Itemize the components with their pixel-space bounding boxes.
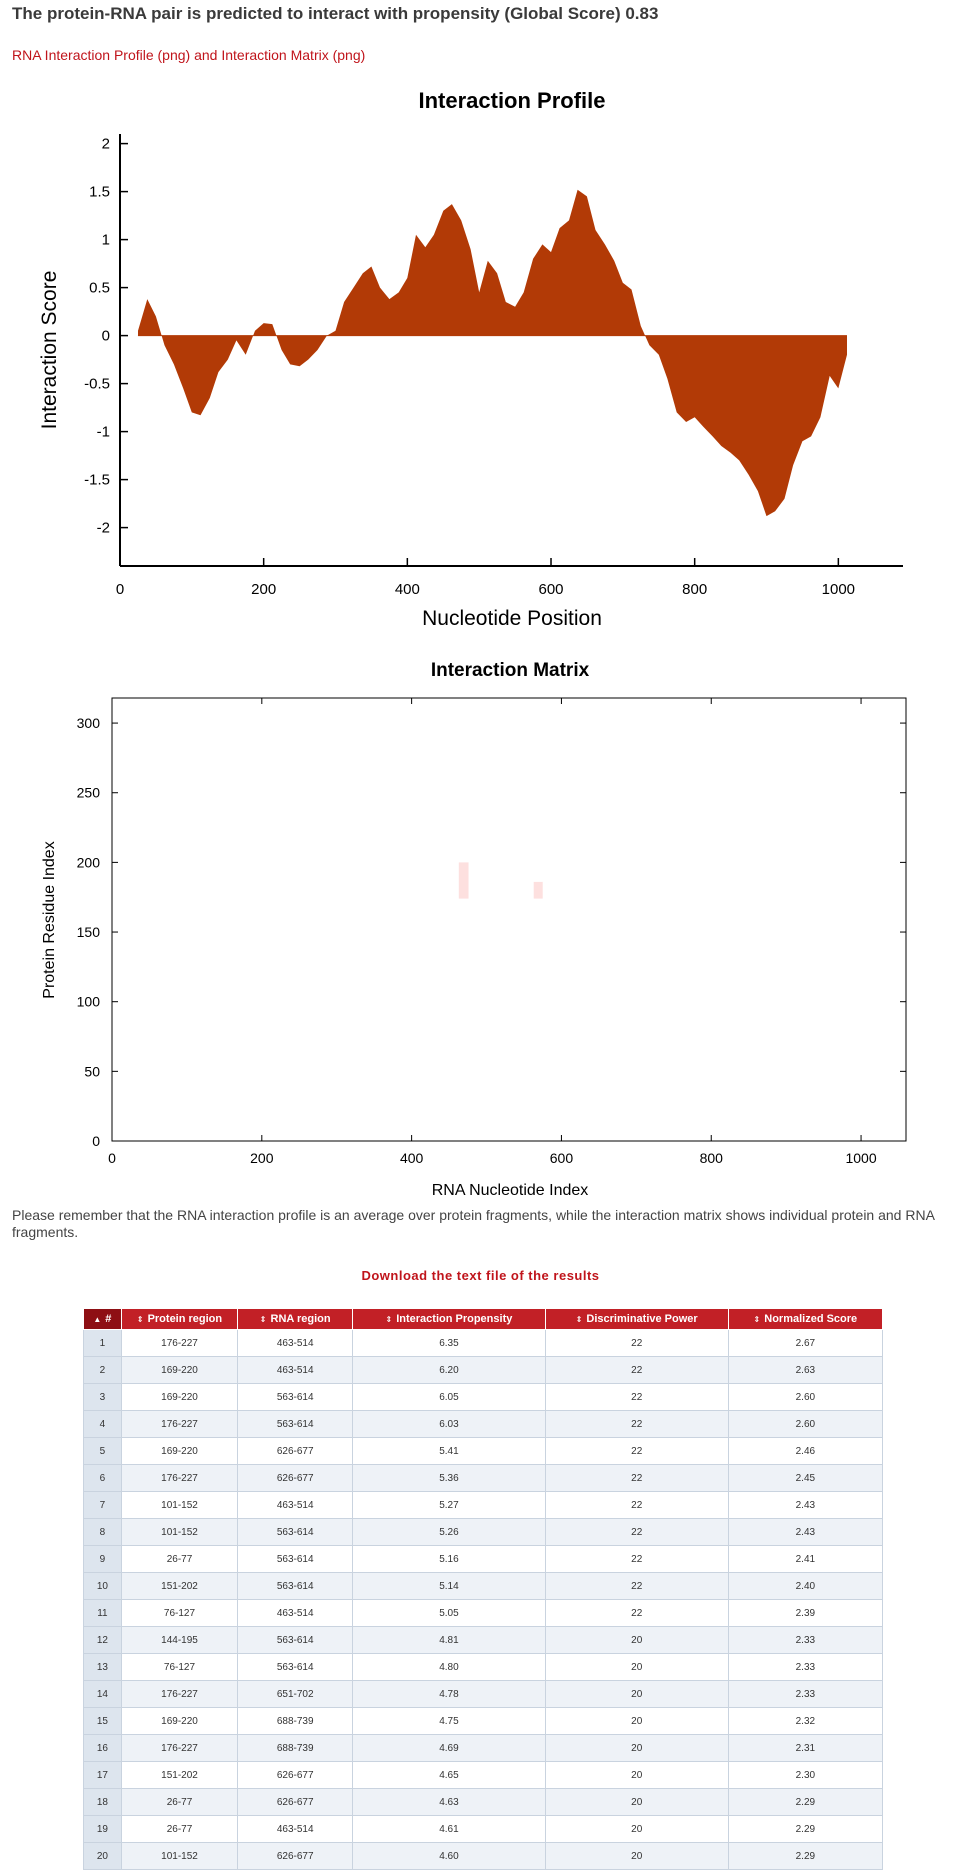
- table-cell: 151-202: [121, 1762, 237, 1789]
- sort-asc-icon: ▲: [93, 1315, 102, 1324]
- row-index-cell: 12: [84, 1627, 122, 1654]
- col-header-interaction-propensity[interactable]: ⇕ Interaction Propensity: [353, 1309, 546, 1330]
- table-cell: 6.05: [353, 1384, 546, 1411]
- table-cell: 2.60: [728, 1411, 882, 1438]
- table-cell: 6.20: [353, 1357, 546, 1384]
- table-row: [84, 1654, 883, 1681]
- table-cell: 651-702: [238, 1681, 353, 1708]
- matrix-y-tick-label: 0: [92, 1133, 100, 1149]
- table-cell: 2.60: [728, 1384, 882, 1411]
- table-cell: 463-514: [238, 1600, 353, 1627]
- col-header-index[interactable]: ▲ #: [84, 1309, 122, 1330]
- row-index-cell: 13: [84, 1654, 122, 1681]
- row-index-cell: 7: [84, 1492, 122, 1519]
- table-cell: 563-614: [238, 1546, 353, 1573]
- table-cell: 563-614: [238, 1384, 353, 1411]
- table-cell: 4.60: [353, 1843, 546, 1870]
- profile-y-tick-label: 1: [101, 231, 110, 249]
- table-cell: 688-739: [238, 1735, 353, 1762]
- table-cell: 2.33: [728, 1654, 882, 1681]
- table-cell: 20: [545, 1762, 728, 1789]
- profile-y-tick-label: 1.5: [89, 183, 110, 201]
- table-cell: 20: [545, 1627, 728, 1654]
- col-header-protein-region[interactable]: ⇕ Protein region: [121, 1309, 237, 1330]
- table-cell: 151-202: [121, 1573, 237, 1600]
- row-index-cell: 3: [84, 1384, 122, 1411]
- table-cell: 563-614: [238, 1627, 353, 1654]
- table-cell: 626-677: [238, 1789, 353, 1816]
- profile-x-tick-label: 400: [394, 581, 420, 598]
- table-row: [84, 1708, 883, 1735]
- matrix-y-tick-label: 100: [76, 993, 100, 1010]
- table-cell: 2.29: [728, 1843, 882, 1870]
- row-index-cell: 14: [84, 1681, 122, 1708]
- table-cell: 22: [545, 1411, 728, 1438]
- col-header-discriminative-power[interactable]: ⇕ Discriminative Power: [545, 1309, 728, 1330]
- table-cell: 2.32: [728, 1708, 882, 1735]
- table-cell: 4.78: [353, 1681, 546, 1708]
- sort-icon: ⇕: [259, 1315, 267, 1324]
- table-cell: 20: [545, 1735, 728, 1762]
- table-cell: 6.03: [353, 1411, 546, 1438]
- matrix-y-axis-label: Protein Residue Index: [41, 841, 58, 999]
- table-cell: 144-195: [121, 1627, 237, 1654]
- matrix-chart-title: Interaction Matrix: [430, 660, 590, 681]
- table-cell: 2.46: [728, 1438, 882, 1465]
- table-row: [84, 1816, 883, 1843]
- table-cell: 563-614: [238, 1573, 353, 1600]
- table-cell: 20: [545, 1654, 728, 1681]
- row-index-cell: 10: [84, 1573, 122, 1600]
- profile-x-tick-label: 1000: [821, 581, 856, 598]
- profile-x-tick-label: 0: [115, 581, 125, 598]
- table-row: [84, 1681, 883, 1708]
- and-text: and: [194, 47, 218, 63]
- table-cell: 2.40: [728, 1573, 882, 1600]
- matrix-png-link[interactable]: Interaction Matrix (png): [221, 47, 366, 63]
- matrix-y-tick-label: 150: [76, 924, 100, 941]
- table-cell: 22: [545, 1546, 728, 1573]
- matrix-cell: [534, 882, 543, 899]
- table-cell: 26-77: [121, 1789, 237, 1816]
- table-cell: 4.81: [353, 1627, 546, 1654]
- table-cell: 20: [545, 1843, 728, 1870]
- row-index-cell: 15: [84, 1708, 122, 1735]
- matrix-y-tick-label: 300: [76, 715, 100, 732]
- table-cell: 176-227: [121, 1330, 237, 1357]
- profile-y-tick-label: -1.5: [84, 471, 110, 489]
- table-cell: 5.27: [353, 1492, 546, 1519]
- matrix-x-tick-label: 400: [399, 1150, 424, 1166]
- row-index-cell: 19: [84, 1816, 122, 1843]
- matrix-plot-frame: [112, 698, 906, 1141]
- table-cell: 169-220: [121, 1357, 237, 1384]
- table-cell: 20: [545, 1816, 728, 1843]
- sort-icon: ⇕: [753, 1315, 761, 1324]
- table-row: [84, 1573, 883, 1600]
- profile-y-tick-label: 2: [101, 135, 110, 153]
- table-cell: 169-220: [121, 1384, 237, 1411]
- row-index-cell: 2: [84, 1357, 122, 1384]
- table-cell: 176-227: [121, 1465, 237, 1492]
- table-cell: 22: [545, 1357, 728, 1384]
- table-cell: 626-677: [238, 1843, 353, 1870]
- table-cell: 2.31: [728, 1735, 882, 1762]
- table-cell: 626-677: [238, 1762, 353, 1789]
- row-index-cell: 18: [84, 1789, 122, 1816]
- table-cell: 76-127: [121, 1600, 237, 1627]
- table-cell: 2.39: [728, 1600, 882, 1627]
- row-index-cell: 11: [84, 1600, 122, 1627]
- table-cell: 5.14: [353, 1573, 546, 1600]
- table-cell: 22: [545, 1384, 728, 1411]
- table-row: [84, 1519, 883, 1546]
- table-cell: 2.29: [728, 1816, 882, 1843]
- matrix-y-tick-label: 50: [84, 1063, 100, 1080]
- table-cell: 2.67: [728, 1330, 882, 1357]
- table-cell: 26-77: [121, 1816, 237, 1843]
- table-cell: 563-614: [238, 1519, 353, 1546]
- results-table: [83, 1308, 883, 1870]
- table-row: [84, 1438, 883, 1465]
- row-index-cell: 4: [84, 1411, 122, 1438]
- table-cell: 2.33: [728, 1681, 882, 1708]
- interaction-profile-chart: [0, 72, 961, 642]
- table-cell: 2.30: [728, 1762, 882, 1789]
- global-score-headline: The protein-RNA pair is predicted to interact with propensity (Global Score) 0.83: [12, 4, 659, 23]
- table-cell: 5.05: [353, 1600, 546, 1627]
- row-index-cell: 17: [84, 1762, 122, 1789]
- profile-y-tick-label: -0.5: [84, 375, 110, 393]
- table-row: [84, 1357, 883, 1384]
- table-cell: 463-514: [238, 1330, 353, 1357]
- table-cell: 4.65: [353, 1762, 546, 1789]
- profile-x-tick-label: 800: [682, 581, 708, 598]
- matrix-y-tick-label: 200: [76, 854, 100, 871]
- table-cell: 5.16: [353, 1546, 546, 1573]
- sort-icon: ⇕: [385, 1315, 393, 1324]
- table-row: [84, 1330, 883, 1357]
- col-header-normalized-score[interactable]: ⇕ Normalized Score: [728, 1309, 882, 1330]
- table-cell: 176-227: [121, 1681, 237, 1708]
- table-cell: 101-152: [121, 1519, 237, 1546]
- table-cell: 20: [545, 1708, 728, 1735]
- table-cell: 20: [545, 1681, 728, 1708]
- matrix-x-tick-label: 1000: [845, 1150, 877, 1166]
- table-cell: 20: [545, 1789, 728, 1816]
- table-cell: 2.33: [728, 1627, 882, 1654]
- col-header-rna-region[interactable]: ⇕ RNA region: [238, 1309, 353, 1330]
- table-cell: 26-77: [121, 1546, 237, 1573]
- profile-y-tick-label: -1: [96, 423, 110, 441]
- table-cell: 5.26: [353, 1519, 546, 1546]
- table-cell: 2.41: [728, 1546, 882, 1573]
- table-cell: 463-514: [238, 1357, 353, 1384]
- table-cell: 176-227: [121, 1411, 237, 1438]
- table-cell: 5.41: [353, 1438, 546, 1465]
- matrix-x-tick-label: 800: [699, 1150, 723, 1166]
- sort-icon: ⇕: [575, 1315, 583, 1324]
- table-row: [84, 1627, 883, 1654]
- profile-x-axis-label: Nucleotide Position: [422, 607, 602, 630]
- table-cell: 463-514: [238, 1492, 353, 1519]
- matrix-x-tick-label: 0: [108, 1150, 116, 1166]
- matrix-x-axis-label: RNA Nucleotide Index: [431, 1182, 589, 1199]
- matrix-x-tick-label: 600: [549, 1150, 574, 1166]
- table-cell: 4.80: [353, 1654, 546, 1681]
- download-image-links: [12, 47, 365, 63]
- profile-y-tick-label: 0: [101, 327, 110, 345]
- profile-y-tick-label: 0.5: [89, 279, 110, 297]
- table-cell: 76-127: [121, 1654, 237, 1681]
- table-cell: 2.43: [728, 1492, 882, 1519]
- table-cell: 22: [545, 1330, 728, 1357]
- download-results-link[interactable]: Download the text file of the results: [361, 1268, 600, 1283]
- table-row: [84, 1762, 883, 1789]
- table-row: [84, 1411, 883, 1438]
- table-cell: 22: [545, 1600, 728, 1627]
- table-cell: 176-227: [121, 1735, 237, 1762]
- table-row: [84, 1735, 883, 1762]
- interaction-matrix-chart: [0, 650, 961, 1210]
- row-index-cell: 6: [84, 1465, 122, 1492]
- table-cell: 22: [545, 1573, 728, 1600]
- row-index-cell: 5: [84, 1438, 122, 1465]
- table-cell: 688-739: [238, 1708, 353, 1735]
- results-header-row: [84, 1309, 883, 1330]
- table-cell: 22: [545, 1519, 728, 1546]
- interpretation-note: Please remember that the RNA interaction profile is an average over protein fragments, while the interaction matrix shows individual protein and RNA fragments.: [12, 1207, 935, 1240]
- profile-y-axis-label: Interaction Score: [38, 270, 61, 430]
- row-index-cell: 20: [84, 1843, 122, 1870]
- profile-chart-title: Interaction Profile: [418, 88, 606, 113]
- profile-y-tick-label: -2: [96, 519, 110, 537]
- table-cell: 4.63: [353, 1789, 546, 1816]
- table-cell: 22: [545, 1465, 728, 1492]
- sort-icon: ⇕: [136, 1315, 144, 1324]
- table-cell: 2.29: [728, 1789, 882, 1816]
- profile-x-tick-label: 600: [538, 581, 564, 598]
- table-cell: 22: [545, 1438, 728, 1465]
- row-index-cell: 16: [84, 1735, 122, 1762]
- table-cell: 6.35: [353, 1330, 546, 1357]
- table-cell: 563-614: [238, 1411, 353, 1438]
- table-cell: 463-514: [238, 1816, 353, 1843]
- matrix-cell: [459, 862, 469, 898]
- table-cell: 4.61: [353, 1816, 546, 1843]
- table-row: [84, 1843, 883, 1870]
- profile-area-series: [138, 190, 847, 516]
- table-row: [84, 1465, 883, 1492]
- table-row: [84, 1600, 883, 1627]
- table-cell: 4.75: [353, 1708, 546, 1735]
- table-cell: 2.63: [728, 1357, 882, 1384]
- table-cell: 2.43: [728, 1519, 882, 1546]
- matrix-x-tick-label: 200: [250, 1150, 274, 1166]
- table-cell: 169-220: [121, 1708, 237, 1735]
- table-cell: 626-677: [238, 1465, 353, 1492]
- table-row: [84, 1789, 883, 1816]
- profile-x-tick-label: 200: [251, 581, 277, 598]
- table-cell: 4.69: [353, 1735, 546, 1762]
- table-cell: 101-152: [121, 1492, 237, 1519]
- matrix-y-tick-label: 250: [76, 784, 100, 801]
- table-row: [84, 1384, 883, 1411]
- row-index-cell: 9: [84, 1546, 122, 1573]
- table-cell: 2.45: [728, 1465, 882, 1492]
- table-row: [84, 1546, 883, 1573]
- row-index-cell: 8: [84, 1519, 122, 1546]
- table-cell: 626-677: [238, 1438, 353, 1465]
- table-cell: 101-152: [121, 1843, 237, 1870]
- table-cell: 169-220: [121, 1438, 237, 1465]
- table-cell: 563-614: [238, 1654, 353, 1681]
- table-cell: 22: [545, 1492, 728, 1519]
- table-row: [84, 1492, 883, 1519]
- table-cell: 5.36: [353, 1465, 546, 1492]
- profile-png-link[interactable]: RNA Interaction Profile (png): [12, 47, 191, 63]
- row-index-cell: 1: [84, 1330, 122, 1357]
